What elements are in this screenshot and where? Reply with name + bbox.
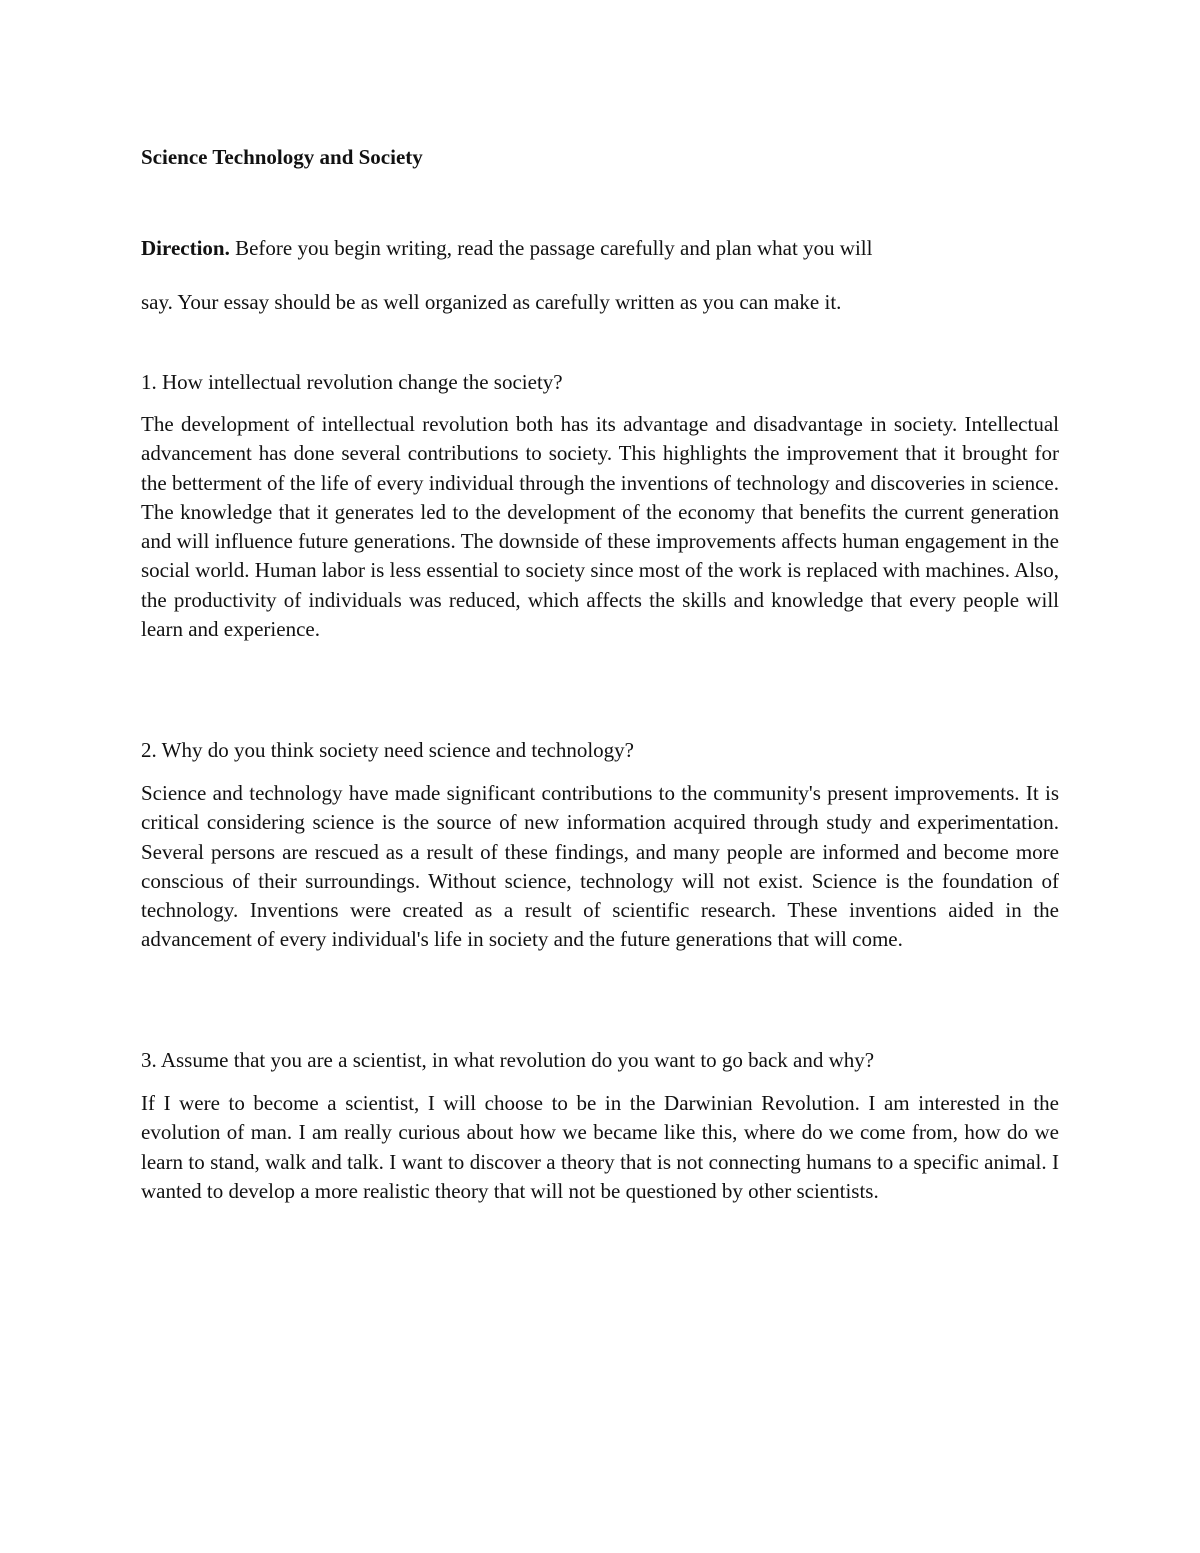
question-1: 1. How intellectual revolution change the society? (141, 370, 563, 394)
document-title: Science Technology and Society (141, 145, 423, 169)
question-2: 2. Why do you think society need science and technology? (141, 738, 634, 762)
direction-label: Direction. (141, 236, 230, 260)
answer-2: Science and technology have made significant contributions to the community's present improvements. It is critical considering science is the source of new information acquired through study and experimentation. Several persons are rescued as a result of these findings, and many people are informed and become more conscious of their surroundings. Without science, technology will not exist. Science is the foundation of technology. Inventions were created as a result of scientific research. These inventions aided in the advancement of every individual's life in society and the future generations that will come. (141, 781, 1059, 952)
direction-line-1 (141, 234, 1061, 262)
answer-3: If I were to become a scientist, I will choose to be in the Darwinian Revolution. I am interested in the evolution of man. I am really curious about how we became like this, where do we come from, how do we learn to stand, walk and talk. I want to discover a theory that is not connecting humans to a specific animal. I wanted to develop a more realistic theory that will not be questioned by other scientists. (141, 1091, 1059, 1203)
direction-line-2: say. Your essay should be as well organized as carefully written as you can make it. (141, 290, 842, 314)
direction-text-1: Before you begin writing, read the passage carefully and plan what you will (229, 236, 873, 260)
direction-paragraph (141, 234, 1061, 316)
question-3: 3. Assume that you are a scientist, in what revolution do you want to go back and why? (141, 1048, 875, 1072)
answer-1: The development of intellectual revolution both has its advantage and disadvantage in society. Intellectual advancement has done several contributions to society. This highlights the improvement that it brought for the betterment of the life of every individual through the inventions of technology and discoveries in science. The knowledge that it generates led to the development of the economy that benefits the current generation and will influence future generations. The downside of these improvements affects human engagement in the social world. Human labor is less essential to society since most of the work is replaced with machines. Also, the productivity of individuals was reduced, which affects the skills and knowledge that every people will learn and experience. (141, 412, 1059, 642)
